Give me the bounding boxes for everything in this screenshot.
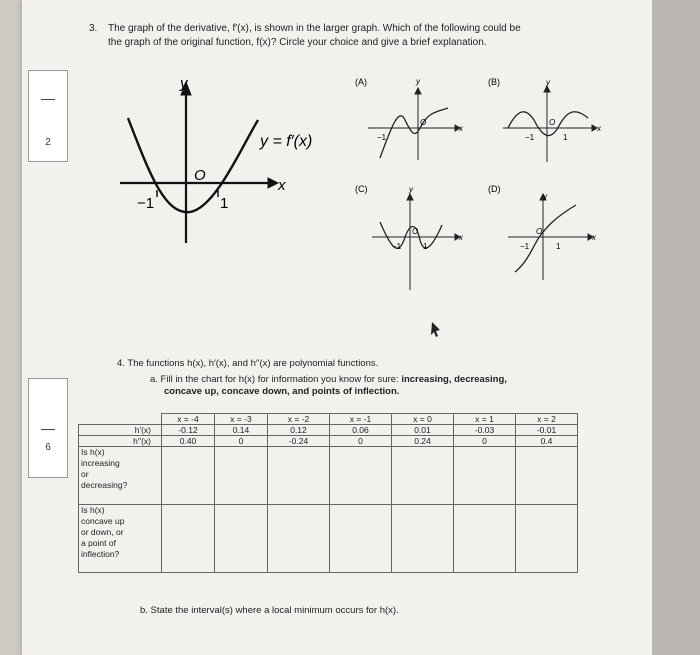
main-origin-label: O bbox=[194, 167, 206, 184]
svg-text:−1: −1 bbox=[520, 242, 530, 251]
svg-text:O: O bbox=[412, 227, 419, 236]
header-x-neg2: x = -2 bbox=[268, 414, 330, 425]
svg-text:−1: −1 bbox=[525, 133, 535, 142]
header-x-neg1: x = -1 bbox=[330, 414, 392, 425]
table-row: h′′(x) 0.40 0 -0.24 0 0.24 0 0.4 bbox=[79, 436, 578, 447]
svg-text:y: y bbox=[416, 77, 420, 86]
table-row: h′(x) -0.12 0.14 0.12 0.06 0.01 -0.03 -0.01 bbox=[79, 425, 578, 436]
header-x-0: x = 0 bbox=[392, 414, 454, 425]
svg-text:1: 1 bbox=[556, 242, 561, 251]
option-d-label: (D) bbox=[488, 184, 501, 194]
svg-text:1: 1 bbox=[423, 242, 428, 251]
answer-cell[interactable] bbox=[516, 505, 578, 573]
header-x-1: x = 1 bbox=[454, 414, 516, 425]
svg-text:x: x bbox=[597, 124, 601, 133]
answer-cell[interactable] bbox=[215, 447, 268, 505]
svg-text:y: y bbox=[409, 185, 413, 194]
svg-text:y: y bbox=[546, 78, 550, 87]
table-row bbox=[79, 414, 578, 425]
x-axis-arrow-icon bbox=[268, 178, 278, 188]
svg-text:1: 1 bbox=[563, 133, 568, 142]
question-3-line-2: the graph of the original function, f(x)? Circle your choice and give a brief explanation. bbox=[108, 37, 487, 48]
header-x-neg3: x = -3 bbox=[215, 414, 268, 425]
main-tick-neg1: −1 bbox=[137, 195, 155, 212]
question-4-stem: 4. The functions h(x), h′(x), and h′′(x) are polynomial functions. bbox=[117, 358, 379, 369]
option-b-label: (B) bbox=[488, 77, 500, 87]
answer-cell[interactable] bbox=[268, 505, 330, 573]
answer-cell[interactable] bbox=[454, 447, 516, 505]
main-x-label: x bbox=[278, 177, 286, 194]
option-a-label: (A) bbox=[355, 77, 367, 87]
answer-cell[interactable] bbox=[162, 447, 215, 505]
question-3-line-1: The graph of the derivative, f′(x), is shown in the larger graph. Which of the following could be bbox=[108, 23, 521, 34]
question-4a-text: a. Fill in the chart for h(x) for information you know for sure: increasing, decreasing, concave up, concave down, and points of inflection. bbox=[150, 374, 507, 397]
option-c-label: (C) bbox=[355, 184, 368, 194]
row-label-hdoubleprime: h′′(x) bbox=[79, 436, 162, 447]
answer-cell[interactable] bbox=[392, 447, 454, 505]
answer-cell[interactable] bbox=[454, 505, 516, 573]
answer-cell[interactable] bbox=[162, 505, 215, 573]
header-x-neg4: x = -4 bbox=[162, 414, 215, 425]
svg-text:O: O bbox=[549, 118, 556, 127]
svg-text:−1: −1 bbox=[377, 133, 387, 142]
main-derivative-graph bbox=[120, 82, 278, 243]
svg-text:O: O bbox=[536, 227, 543, 236]
answer-cell[interactable] bbox=[215, 505, 268, 573]
svg-text:x: x bbox=[592, 233, 596, 242]
option-d-graph bbox=[508, 194, 593, 280]
option-c-graph bbox=[372, 194, 460, 290]
row-label-concavity: Is h(x) concave up or down, or a point of inflection? bbox=[79, 505, 162, 573]
row-label-hprime: h′(x) bbox=[79, 425, 162, 436]
score-value: 2 bbox=[45, 137, 51, 148]
mouse-pointer-icon bbox=[431, 322, 440, 337]
svg-text:y: y bbox=[543, 192, 547, 201]
table-row bbox=[79, 505, 578, 573]
table-row bbox=[79, 447, 578, 505]
main-y-label: y bbox=[180, 75, 188, 92]
svg-text:x: x bbox=[459, 124, 463, 133]
svg-text:O: O bbox=[420, 118, 427, 127]
main-tick-1: 1 bbox=[220, 195, 229, 212]
question-number: 3. bbox=[89, 23, 98, 34]
h-chart-table bbox=[78, 413, 578, 573]
question-4b-text: b. State the interval(s) where a local minimum occurs for h(x). bbox=[140, 605, 399, 616]
main-function-label: y = f′(x) bbox=[260, 133, 313, 150]
answer-cell[interactable] bbox=[268, 447, 330, 505]
option-a-graph bbox=[368, 88, 460, 160]
svg-text:−1: −1 bbox=[392, 242, 402, 251]
header-x-2: x = 2 bbox=[516, 414, 578, 425]
svg-text:x: x bbox=[459, 233, 463, 242]
answer-cell[interactable] bbox=[330, 447, 392, 505]
answer-cell[interactable] bbox=[516, 447, 578, 505]
answer-cell[interactable] bbox=[392, 505, 454, 573]
row-label-increasing: Is h(x) increasing or decreasing? bbox=[79, 447, 162, 505]
score-value: 6 bbox=[45, 442, 51, 453]
answer-cell[interactable] bbox=[330, 505, 392, 573]
